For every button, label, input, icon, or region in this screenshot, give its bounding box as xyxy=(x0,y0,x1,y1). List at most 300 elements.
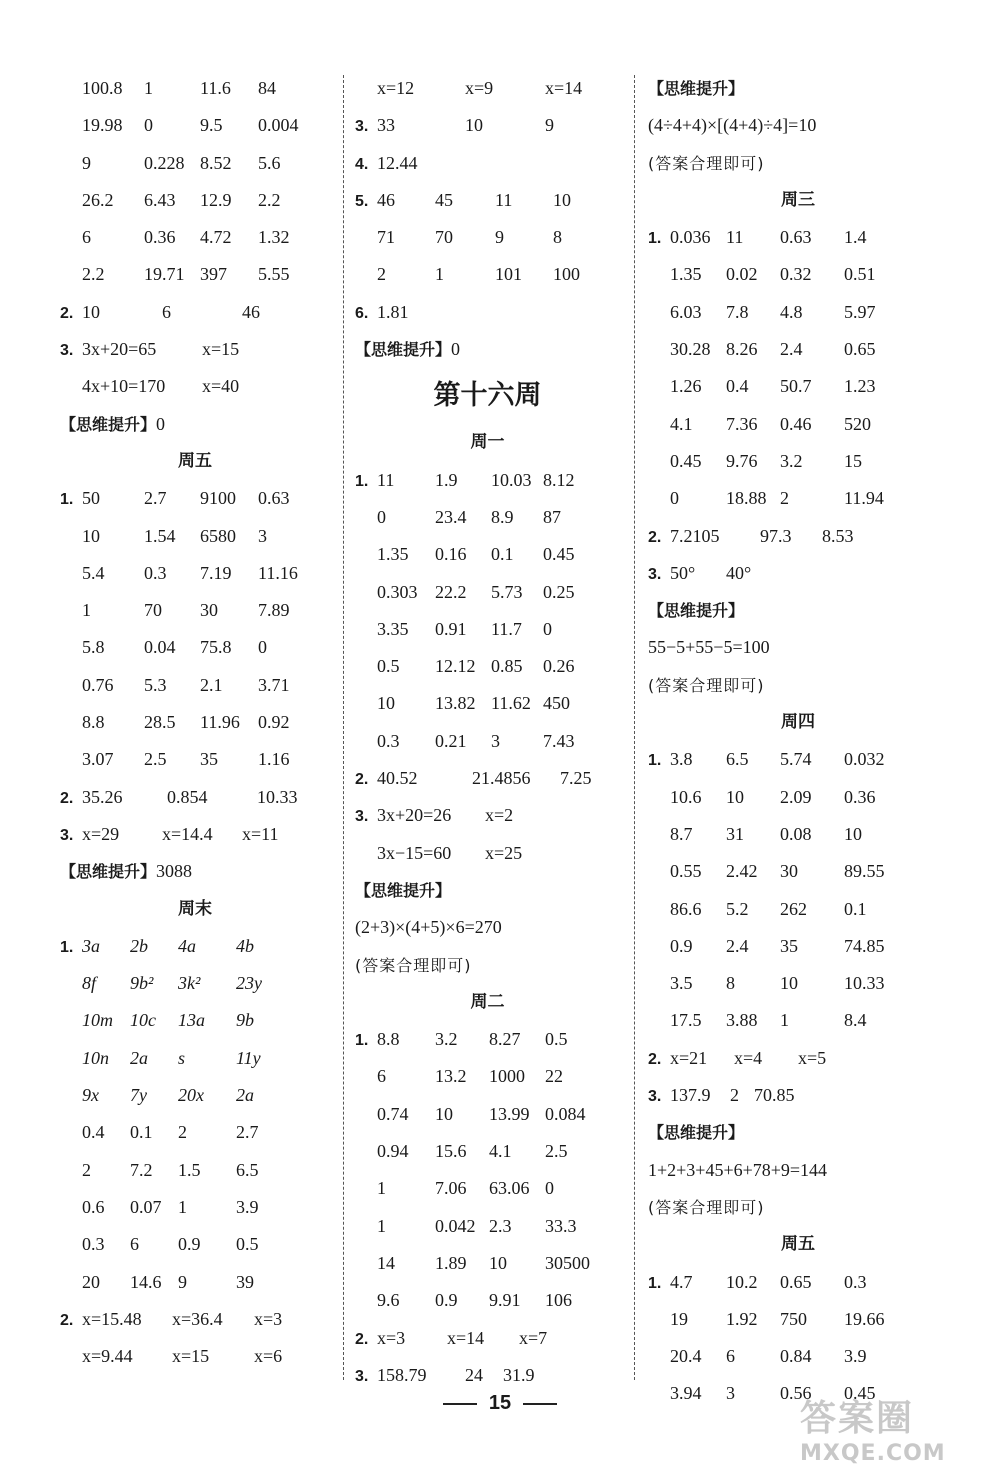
answer-value: 1.16 xyxy=(258,749,290,770)
answer-value: 0.45 xyxy=(844,1383,876,1404)
answer-line xyxy=(648,1077,948,1114)
answer-value: 21.4856 xyxy=(472,768,531,789)
answer-value: x=7 xyxy=(519,1327,548,1348)
answer-value: 4b xyxy=(236,935,254,956)
answer-value: 0.26 xyxy=(543,656,575,677)
answer-value: 0.63 xyxy=(780,227,812,248)
question-number: 3. xyxy=(355,1367,369,1385)
answer-row xyxy=(355,1245,620,1282)
question-number: 2. xyxy=(60,789,74,807)
answer-value: 3a xyxy=(82,935,100,956)
answer-value: 9 xyxy=(82,152,91,173)
answer-value: 8.52 xyxy=(200,152,232,173)
answer-value: 0.5 xyxy=(236,1234,259,1255)
answer-value: 10 xyxy=(726,786,744,807)
answer-line xyxy=(648,1040,948,1077)
answer-value: 2.5 xyxy=(144,749,167,770)
answer-value: 1.32 xyxy=(258,227,290,248)
answer-value: 10 xyxy=(780,973,798,994)
answer-value: 10.03 xyxy=(491,469,532,490)
answer-row xyxy=(355,462,620,499)
answer-value: 100.8 xyxy=(82,78,123,98)
answer-value: 9 xyxy=(545,115,554,136)
answer-value: 0.036 xyxy=(670,227,711,248)
answer-row xyxy=(355,574,620,611)
answer-line xyxy=(60,1301,330,1338)
answer-value: 86.6 xyxy=(670,898,702,919)
answer-row xyxy=(355,219,620,256)
answer-value: x=14.4 xyxy=(162,823,213,844)
answer-row xyxy=(648,965,948,1002)
answer-row xyxy=(60,1040,330,1077)
answer-value: 2 xyxy=(377,264,386,285)
answer-grid xyxy=(60,928,330,1301)
answer-value: 33.3 xyxy=(545,1215,577,1236)
answer-value: 2 xyxy=(780,488,789,509)
answer-row xyxy=(648,779,948,816)
answer-value: 2.4 xyxy=(726,935,749,956)
thinking-label: 【思维提升】 xyxy=(60,414,157,434)
answer-row xyxy=(648,406,948,443)
answer-value: 11 xyxy=(377,469,395,490)
answer-value: 24 xyxy=(465,1364,483,1385)
equation-line xyxy=(60,368,330,405)
answer-value: 0.85 xyxy=(491,656,523,677)
question-number: 4. xyxy=(355,155,369,173)
answer-column-2 xyxy=(355,70,620,1394)
answer-value: 1 xyxy=(144,78,153,98)
answer-value: 7.43 xyxy=(543,730,575,751)
answer-value: 137.9 xyxy=(670,1085,711,1106)
answer-value: 262 xyxy=(780,898,807,919)
question-number: 1. xyxy=(355,1032,369,1050)
answer-value: 5.74 xyxy=(780,749,812,770)
answer-line xyxy=(648,518,948,555)
answer-row xyxy=(355,648,620,685)
answer-value: 10 xyxy=(82,525,100,546)
answer-row xyxy=(648,891,948,928)
answer-value: 50 xyxy=(82,488,100,509)
answer-value: 10m xyxy=(82,1010,113,1031)
answer-value: 35.26 xyxy=(82,786,123,807)
answer-value: 6.5 xyxy=(726,749,749,770)
answer-row xyxy=(355,1170,620,1207)
answer-row xyxy=(648,1301,948,1338)
answer-value: 2 xyxy=(178,1122,187,1143)
question-number: 1. xyxy=(648,1274,662,1292)
answer-value: 4.1 xyxy=(489,1141,512,1162)
answer-value: 20.4 xyxy=(670,1346,702,1367)
answer-value: 0.46 xyxy=(780,413,812,434)
answer-row xyxy=(648,928,948,965)
watermark-text: 答案圈 xyxy=(800,1398,915,1439)
equation-answer: x=2 xyxy=(485,805,514,826)
answer-row xyxy=(355,1282,620,1319)
day-heading: 周一 xyxy=(470,432,505,453)
answer-value: 0.1 xyxy=(491,544,514,565)
answer-value: 3.94 xyxy=(670,1383,702,1404)
answer-value: 2a xyxy=(130,1047,148,1068)
answer-row xyxy=(60,1114,330,1151)
thinking-label: 【思维提升】 xyxy=(648,601,745,621)
answer-value: 4.72 xyxy=(200,227,232,248)
answer-value: s xyxy=(178,1047,186,1068)
answer-value: 8.8 xyxy=(377,1029,400,1050)
answer-line xyxy=(355,145,620,182)
answer-value: 3.2 xyxy=(435,1029,458,1050)
answer-value: 6.43 xyxy=(144,189,176,210)
thinking-answer: (2+3)×(4+5)×6=270 xyxy=(355,917,502,938)
answer-value: 0.76 xyxy=(82,674,114,695)
answer-value: 30 xyxy=(780,861,798,882)
answer-value: 39 xyxy=(236,1271,254,1292)
answer-value: 0.303 xyxy=(377,581,418,602)
day-heading: 周五 xyxy=(781,1234,815,1255)
answer-value: 11 xyxy=(726,227,744,248)
thinking-section xyxy=(60,406,330,443)
answer-value: 18.88 xyxy=(726,488,767,509)
answer-note: (答案合理即可) xyxy=(648,675,765,695)
thinking-answer: 55−5+55−5=100 xyxy=(648,637,770,658)
answer-value: 1 xyxy=(178,1196,187,1217)
answer-value: 22.2 xyxy=(435,581,467,602)
answer-value: 3.35 xyxy=(377,618,409,639)
answer-value: 10.6 xyxy=(670,786,702,807)
answer-value: 7.06 xyxy=(435,1178,467,1199)
answer-value: x=6 xyxy=(254,1346,283,1367)
question-number: 3. xyxy=(648,1088,662,1106)
day-heading: 周三 xyxy=(781,189,815,210)
answer-value: 450 xyxy=(543,693,570,714)
answer-row xyxy=(60,107,330,144)
answer-value: 0.65 xyxy=(780,1271,812,1292)
answer-value: 5.6 xyxy=(258,152,281,173)
answer-value: 13.82 xyxy=(435,693,476,714)
answer-value: 12.9 xyxy=(200,189,232,210)
answer-value: 1.9 xyxy=(435,469,458,490)
thinking-section xyxy=(60,853,330,890)
answer-value: 1.92 xyxy=(726,1308,758,1329)
answer-value: 6 xyxy=(82,227,91,248)
answer-value: 33 xyxy=(377,115,395,136)
answer-value: x=15.48 xyxy=(82,1308,142,1329)
equation-answer: x=25 xyxy=(485,842,523,863)
answer-value: 10 xyxy=(489,1252,507,1273)
answer-grid xyxy=(355,1021,620,1319)
answer-value: 5.2 xyxy=(726,898,749,919)
answer-value: 3 xyxy=(491,730,500,751)
answer-value: 19.66 xyxy=(844,1308,885,1329)
answer-value: 5.8 xyxy=(82,637,105,658)
answer-value: 17.5 xyxy=(670,1010,702,1031)
equation-line xyxy=(355,797,620,834)
answer-value: 1 xyxy=(435,264,444,285)
column-divider xyxy=(343,75,344,1380)
answer-row xyxy=(355,1021,620,1058)
answer-value: 0 xyxy=(670,488,679,509)
answer-value: 9.5 xyxy=(200,115,223,136)
answer-value: 45 xyxy=(435,189,453,210)
answer-value: 6.03 xyxy=(670,301,702,322)
answer-value: 3.8 xyxy=(670,749,693,770)
answer-value: 35 xyxy=(200,749,218,770)
answer-value: x=5 xyxy=(798,1047,827,1068)
answer-value: 0.51 xyxy=(844,264,876,285)
answer-row xyxy=(648,480,948,517)
answer-value: 30.28 xyxy=(670,339,711,360)
answer-value: 10.2 xyxy=(726,1271,758,1292)
answer-value: 20 xyxy=(82,1271,100,1292)
answer-value: 89.55 xyxy=(844,861,885,882)
thinking-answer: 0 xyxy=(156,413,166,434)
answer-value: 1 xyxy=(82,600,91,621)
question-number: 3. xyxy=(355,808,369,826)
answer-value: 70.85 xyxy=(754,1085,795,1106)
answer-line xyxy=(60,779,330,816)
answer-line xyxy=(355,1320,620,1357)
answer-value: 2.1 xyxy=(200,674,223,695)
answer-value: 0.25 xyxy=(543,581,575,602)
answer-value: 9b² xyxy=(130,973,154,994)
answer-value: 2.4 xyxy=(780,339,803,360)
answer-value: 7.8 xyxy=(726,301,749,322)
answer-value: x=21 xyxy=(670,1047,708,1068)
answer-value: 0.94 xyxy=(377,1141,409,1162)
answer-grid xyxy=(355,462,620,760)
answer-value: 10c xyxy=(130,1010,156,1031)
answer-row xyxy=(60,667,330,704)
answer-row xyxy=(355,1208,620,1245)
answer-row xyxy=(355,1096,620,1133)
answer-value: 1.89 xyxy=(435,1252,467,1273)
question-number: 3. xyxy=(60,826,74,844)
answer-value: 3.71 xyxy=(258,674,290,695)
answer-value: 750 xyxy=(780,1308,807,1329)
answer-value: 35 xyxy=(780,935,798,956)
answer-line xyxy=(355,70,620,107)
answer-value: 5.73 xyxy=(491,581,523,602)
answer-row xyxy=(355,723,620,760)
thinking-answer: 3088 xyxy=(156,861,193,882)
thinking-label: 【思维提升】 xyxy=(355,880,452,900)
answer-value: 0.45 xyxy=(543,544,575,565)
answer-value: 74.85 xyxy=(844,935,885,956)
answer-value: 2b xyxy=(130,935,148,956)
answer-value: 10n xyxy=(82,1047,109,1068)
answer-value: 10 xyxy=(82,301,100,322)
answer-value: 4.8 xyxy=(780,301,803,322)
answer-value: 9x xyxy=(82,1085,99,1106)
question-number: 1. xyxy=(60,938,74,956)
answer-value: 0.228 xyxy=(144,152,185,173)
answer-value: 10 xyxy=(844,823,862,844)
answer-value: 0.5 xyxy=(377,656,400,677)
answer-value: 11.94 xyxy=(844,488,884,509)
answer-value: 50° xyxy=(670,562,696,583)
answer-value: 2.5 xyxy=(545,1141,568,1162)
answer-value: 1.5 xyxy=(178,1159,201,1180)
answer-value: 12.12 xyxy=(435,656,476,677)
answer-row xyxy=(648,443,948,480)
answer-value: x=9 xyxy=(465,78,494,98)
answer-value: 158.79 xyxy=(377,1364,427,1385)
answer-line xyxy=(60,294,330,331)
answer-value: 5.55 xyxy=(258,264,290,285)
answer-value: 3.07 xyxy=(82,749,114,770)
answer-value: 28.5 xyxy=(144,712,176,733)
thinking-label: 【思维提升】 xyxy=(355,340,452,360)
answer-row xyxy=(355,256,620,293)
answer-value: 0.1 xyxy=(844,898,867,919)
answer-value: 0.9 xyxy=(178,1234,201,1255)
answer-row xyxy=(60,965,330,1002)
answer-value: 0.04 xyxy=(144,637,176,658)
answer-row xyxy=(648,368,948,405)
answer-value: 9 xyxy=(495,227,504,248)
thinking-label: 【思维提升】 xyxy=(60,862,157,882)
answer-value: 11.96 xyxy=(200,712,240,733)
answer-value: 0.6 xyxy=(82,1196,105,1217)
answer-value: 0 xyxy=(258,637,267,658)
answer-value: 11.7 xyxy=(491,618,522,639)
answer-value: 1000 xyxy=(489,1066,525,1087)
question-number: 3. xyxy=(60,342,74,360)
answer-line xyxy=(60,1338,330,1375)
footer-dash xyxy=(523,1403,557,1405)
question-number: 2. xyxy=(355,771,369,789)
answer-note: (答案合理即可) xyxy=(648,1197,765,1217)
answer-value: 0.08 xyxy=(780,823,812,844)
answer-value: 0.9 xyxy=(670,935,693,956)
answer-row xyxy=(60,1189,330,1226)
answer-value: 2.09 xyxy=(780,786,812,807)
question-number: 2. xyxy=(60,304,74,322)
answer-value: 7.19 xyxy=(200,562,232,583)
answer-line xyxy=(648,555,948,592)
answer-row xyxy=(60,480,330,517)
answer-row xyxy=(60,1002,330,1039)
answer-value: 1.81 xyxy=(377,301,409,322)
question-number: 3. xyxy=(355,118,369,136)
answer-value: 3.88 xyxy=(726,1010,758,1031)
equation-line xyxy=(60,331,330,368)
answer-value: 2.3 xyxy=(489,1215,512,1236)
answer-value: 6 xyxy=(130,1234,139,1255)
answer-value: 7.2105 xyxy=(670,525,720,546)
thinking-answer: (4÷4+4)×[(4+4)÷4]=10 xyxy=(648,115,817,136)
answer-value: 1.4 xyxy=(844,227,867,248)
answer-value: 0 xyxy=(543,618,552,639)
answer-value: 6580 xyxy=(200,525,236,546)
answer-value: 0.032 xyxy=(844,749,885,770)
thinking-section xyxy=(355,331,620,368)
answer-value: 3.9 xyxy=(844,1346,867,1367)
answer-value: 26.2 xyxy=(82,189,114,210)
answer-value: 9b xyxy=(236,1010,254,1031)
answer-value: 10 xyxy=(435,1103,453,1124)
answer-value: 4.7 xyxy=(670,1271,693,1292)
answer-row xyxy=(355,536,620,573)
answer-value: 100 xyxy=(553,264,580,285)
answer-row xyxy=(60,518,330,555)
answer-value: 0.36 xyxy=(844,786,876,807)
answer-row xyxy=(648,853,948,890)
answer-value: 5.4 xyxy=(82,562,105,583)
answer-value: 14.6 xyxy=(130,1271,162,1292)
answer-value: 3.5 xyxy=(670,973,693,994)
answer-row xyxy=(648,741,948,778)
answer-line xyxy=(355,1357,620,1394)
answer-value: 0 xyxy=(545,1178,554,1199)
answer-row xyxy=(60,1077,330,1114)
question-number: 3. xyxy=(648,565,662,583)
answer-value: 6 xyxy=(162,301,171,322)
footer-dash xyxy=(443,1403,477,1405)
answer-value: 5.3 xyxy=(144,674,167,695)
answer-line xyxy=(355,294,620,331)
answer-row xyxy=(60,1264,330,1301)
question-number: 2. xyxy=(60,1311,74,1329)
answer-row xyxy=(60,219,330,256)
answer-value: 1.35 xyxy=(377,544,409,565)
answer-value: 23y xyxy=(236,973,262,994)
answer-row xyxy=(60,182,330,219)
answer-value: 1.35 xyxy=(670,264,702,285)
answer-value: 1.26 xyxy=(670,376,702,397)
answer-value: 0.02 xyxy=(726,264,758,285)
week-heading: 第十六周 xyxy=(433,380,542,412)
answer-value: 106 xyxy=(545,1290,572,1311)
answer-value: 2.7 xyxy=(144,488,167,509)
answer-grid xyxy=(648,219,948,517)
answer-value: 20x xyxy=(178,1085,204,1106)
answer-row xyxy=(60,629,330,666)
answer-value: 7.36 xyxy=(726,413,758,434)
answer-value: x=12 xyxy=(377,78,415,98)
answer-value: 11.6 xyxy=(200,78,231,98)
answer-value: 10.33 xyxy=(844,973,885,994)
answer-value: 6 xyxy=(377,1066,386,1087)
answer-row xyxy=(355,499,620,536)
answer-value: 0.63 xyxy=(258,488,290,509)
answer-value: 520 xyxy=(844,413,871,434)
answer-value: 14 xyxy=(377,1252,395,1273)
answer-value: 0.1 xyxy=(130,1122,153,1143)
answer-value: 5.97 xyxy=(844,301,876,322)
answer-row xyxy=(648,1264,948,1301)
answer-value: 0.4 xyxy=(726,376,749,397)
thinking-label: 【思维提升】 xyxy=(648,1123,745,1143)
answer-value: x=11 xyxy=(242,823,279,844)
answer-value: 0.92 xyxy=(258,712,290,733)
answer-value: 63.06 xyxy=(489,1178,530,1199)
answer-value: 50.7 xyxy=(780,376,812,397)
answer-value: 12.44 xyxy=(377,152,418,173)
answer-value: 3 xyxy=(258,525,267,546)
watermark-url: MXQE.COM xyxy=(800,1441,946,1466)
answer-value: 0.84 xyxy=(780,1346,812,1367)
answer-value: 8 xyxy=(553,227,562,248)
answer-value: 0.5 xyxy=(545,1029,568,1050)
answer-row xyxy=(355,685,620,722)
answer-value: 101 xyxy=(495,264,522,285)
answer-value: 0.91 xyxy=(435,618,467,639)
answer-note: (答案合理即可) xyxy=(355,955,472,975)
answer-value: 2a xyxy=(236,1085,254,1106)
answer-value: 10 xyxy=(377,693,395,714)
answer-row xyxy=(648,1002,948,1039)
answer-value: 0.9 xyxy=(435,1290,458,1311)
